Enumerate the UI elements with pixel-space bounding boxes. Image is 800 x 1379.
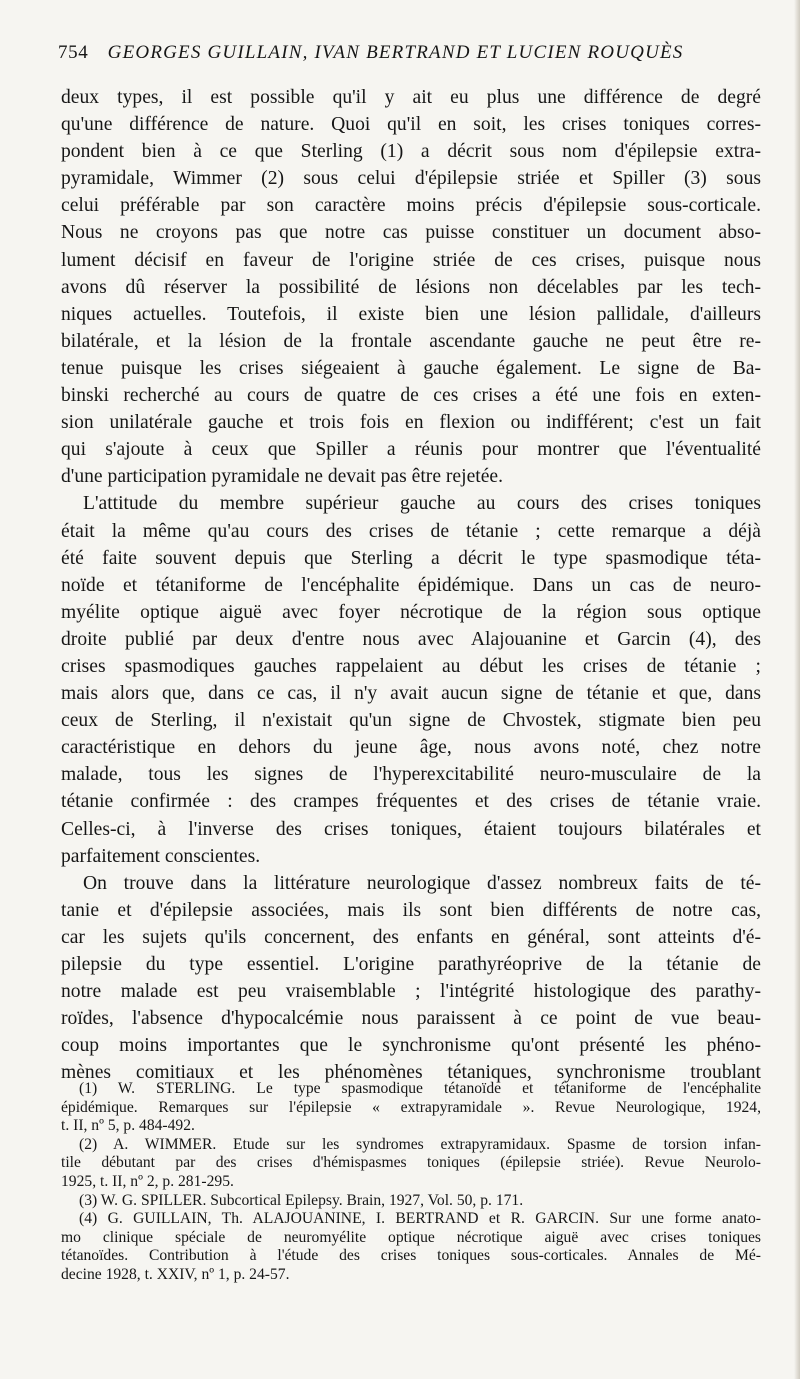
paragraph-1 (61, 84, 761, 490)
footnote-3 (61, 1192, 761, 1211)
text-line: Nous ne croyons pas que notre cas puisse constituer un document abso- (61, 222, 761, 244)
text-line: droite publié par deux d'entre nous avec Alajouanine et Garcin (4), des (61, 628, 761, 650)
body-text (61, 84, 761, 1086)
text-line: mais alors que, dans ce cas, il n'y avait aucun signe de tétanie et que, dans (61, 683, 761, 705)
footnote-line: mo clinique spéciale de neuromyélite optique nécrotique aiguë avec crises toniques (61, 1228, 761, 1246)
footnote-line: (4) G. GUILLAIN, Th. ALAJOUANINE, I. BERTRAND et R. GARCIN. Sur une forme anato- (79, 1210, 761, 1228)
text-line: d'une participation pyramidale ne devait pas être rejetée. (61, 466, 504, 488)
text-line: était la même qu'au cours des crises de tétanie ; cette remarque a déjà (61, 520, 761, 542)
text-line: ceux de Sterling, il n'existait qu'un signe de Chvostek, stigmate bien peu (61, 710, 761, 732)
footnote-line: (1) W. STERLING. Le type spasmodique tétanoïde et tétaniforme de l'encéphalite (79, 1080, 761, 1097)
text-line: On trouve dans la littérature neurologique d'assez nombreux faits de té- (83, 872, 761, 894)
text-line: mènes comitiaux et les phénomènes tétaniques, synchronisme troublant (61, 1062, 761, 1084)
text-line: sion unilatérale gauche et trois fois en flexion ou indifférent; c'est un fait (61, 412, 761, 434)
footnote-line: (3) W. G. SPILLER. Subcortical Epilepsy. Brain, 1927, Vol. 50, p. 171. (79, 1191, 524, 1209)
text-line: coup moins importantes que le synchronisme qu'ont présenté les phéno- (61, 1035, 761, 1057)
footnote-line: 1925, t. II, nº 2, p. 281-295. (61, 1172, 234, 1190)
text-line: qu'une différence de nature. Quoi qu'il en soit, les crises toniques corres- (61, 114, 761, 136)
text-line: deux types, il est possible qu'il y ait eu plus une différence de degré (61, 87, 761, 108)
running-header (58, 42, 758, 64)
text-line: pyramidale, Wimmer (2) sous celui d'épilepsie striée et Spiller (3) sous (61, 168, 761, 190)
footnote-1 (61, 1080, 761, 1136)
text-line: tenue puisque les crises siégeaient à gauche également. Le signe de Ba- (61, 357, 761, 379)
text-line: été faite souvent depuis que Sterling a décrit le type spasmodique téta- (61, 547, 761, 569)
footnote-4 (61, 1210, 761, 1284)
running-head-authors: GEORGES GUILLAIN, IVAN BERTRAND ET LUCIEN ROUQUÈS (107, 42, 684, 63)
text-line: car les sujets qu'ils concernent, des enfants en général, sont atteints d'é- (61, 926, 761, 948)
text-line: tétanie confirmée : des crampes fréquentes et des crises de tétanie vraie. (61, 791, 761, 813)
footnote-line: tétanoïdes. Contribution à l'étude des crises toniques sous-corticales. Annales de Mé- (61, 1247, 761, 1265)
footnote-line: tile débutant par des crises d'hémispasmes toniques (épilepsie striée). Revue Neurolo- (61, 1154, 761, 1172)
text-line: Celles-ci, à l'inverse des crises toniques, étaient toujours bilatérales et (61, 818, 761, 840)
text-line: pondent bien à ce que Sterling (1) a décrit sous nom d'épilepsie extra- (61, 141, 761, 163)
page-number: 754 (58, 42, 89, 63)
text-line: malade, tous les signes de l'hyperexcitabilité neuro-musculaire de la (61, 764, 761, 786)
text-line: lument décisif en faveur de l'origine striée de ces crises, puisque nous (61, 249, 761, 271)
page-edge-shadow (794, 0, 800, 1379)
text-line: qui s'ajoute à ceux que Spiller a réunis pour montrer que l'éventualité (61, 439, 761, 461)
paragraph-2 (61, 490, 761, 869)
footnote-line: decine 1928, t. XXIV, nº 1, p. 24-57. (61, 1265, 290, 1283)
footnote-line: (2) A. WIMMER. Etude sur les syndromes extrapyramidaux. Spasme de torsion infan- (79, 1135, 761, 1153)
text-line: myélite optique aiguë avec foyer nécrotique de la région sous optique (61, 601, 761, 623)
text-line: celui préférable par son caractère moins précis d'épilepsie sous-corticale. (61, 195, 761, 217)
text-line: notre malade est peu vraisemblable ; l'intégrité histologique des parathy- (61, 981, 761, 1003)
text-line: caractéristique en dehors du jeune âge, nous avons noté, chez notre (61, 737, 761, 759)
text-line: roïdes, l'absence d'hypocalcémie nous paraissent à ce point de vue beau- (61, 1008, 761, 1030)
text-line: L'attitude du membre supérieur gauche au cours des crises toniques (83, 493, 761, 515)
text-line: noïde et tétaniforme de l'encéphalite épidémique. Dans un cas de neuro- (61, 574, 761, 596)
paragraph-3 (61, 870, 761, 1087)
text-line: pilepsie du type essentiel. L'origine parathyréoprive de la tétanie de (61, 954, 761, 975)
footnotes (61, 1080, 761, 1285)
footnote-2 (61, 1136, 761, 1192)
footnote-line: t. II, nº 5, p. 484-492. (61, 1117, 195, 1135)
footnote-line: épidémique. Remarques sur l'épilepsie « extrapyramidale ». Revue Neurologique, 1924, (61, 1098, 761, 1116)
text-line: avons dû réserver la possibilité de lésions non décelables par les tech- (61, 276, 761, 298)
text-line: bilatérale, et la lésion de la frontale ascendante gauche ne peut être re- (61, 330, 761, 352)
text-line: crises spasmodiques gauches rappelaient au début les crises de tétanie ; (61, 655, 761, 677)
text-line: binski recherché au cours de quatre de ces crises a été une fois en exten- (61, 385, 761, 407)
text-line: parfaitement conscientes. (61, 845, 261, 867)
text-line: tanie et d'épilepsie associées, mais ils sont bien différents de notre cas, (61, 899, 761, 921)
text-line: niques actuelles. Toutefois, il existe bien une lésion pallidale, d'ailleurs (61, 303, 761, 325)
